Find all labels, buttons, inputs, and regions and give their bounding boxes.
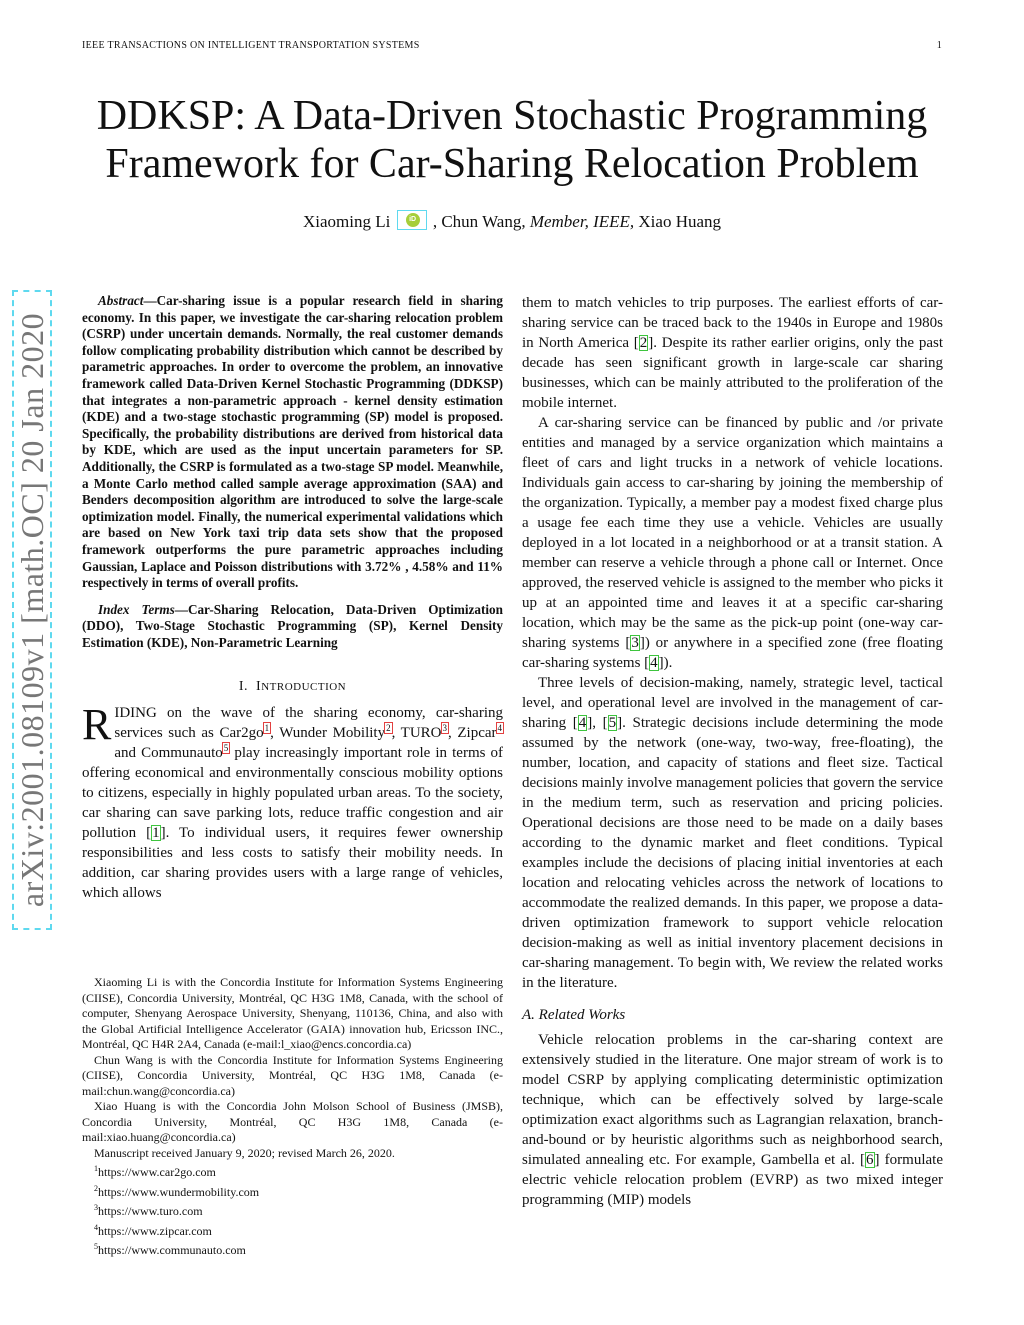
title-line-1: DDKSP: A Data-Driven Stochastic Programming: [96, 93, 928, 139]
citation-1[interactable]: 1: [152, 825, 160, 842]
section-title-initial: I: [256, 679, 262, 695]
url-link[interactable]: https://www.communauto.com: [98, 1243, 246, 1257]
url-link[interactable]: https://www.car2go.com: [98, 1165, 216, 1179]
intro-text-7: ]. To individual users, it requires fewer ownership responsibilities and less costs to satisfy their mobility needs. In addition, car sharing provides users with a large range of vehicles, which allows: [82, 825, 503, 902]
footnote-url-1: $^1$https://www.car2go.com: [94, 1164, 216, 1179]
citation-4[interactable]: 4: [650, 655, 658, 671]
intro-text-5: and Communauto: [114, 745, 223, 762]
intro-text-3: , TURO: [391, 725, 442, 742]
orcid-link[interactable]: [397, 210, 427, 230]
abstract-lead: Abstract: [98, 293, 144, 308]
citation-5[interactable]: 5: [608, 715, 617, 731]
footnote-url-3: $^3$https://www.turo.com: [94, 1203, 203, 1218]
intro-paragraph: [82, 700, 504, 903]
section-heading-introduction: [82, 679, 503, 695]
index-terms: [82, 602, 503, 652]
left-column: [82, 293, 503, 903]
paragraph-4: Vehicle relocation problems in the car-sharing context are extensively studied in the literature. One major stream of work is to model CSRP by applying complicating deterministic optimization technique, which can be effectively solved by large-scale optimization exact algorithms such as Lagrangian relaxation, branch-and-bound or by heuristic algorithms such as neighborhood search, simulated annealing etc. For example, Gambella et al. [6] formulate electric vehicle relocation problem (EVRP) as two mixed integer programming (MIP) models: [522, 1032, 943, 1208]
affiliation-author-2: Chun Wang is with the Concordia Institute for Information Systems Engineering (CIISE), Concordia University, Montréal, QC H3G 1M8, Canada (e-mail:chun.wang@concordia.ca): [82, 1052, 503, 1098]
author-1: Xiaoming Li: [302, 212, 391, 231]
index-terms-lead: Index Terms: [98, 601, 175, 617]
running-head: [82, 40, 942, 56]
paragraph-1: them to match vehicles to trip purposes. The earliest efforts of car-sharing service can be traced back to the 1940s in Europe and 1980s in North America [2]. Despite its rather earlier origins, only the past decade has seen significant growth in large-scale car sharing businesses, which can be mainly attributed to the proliferation of the mobile internet.: [522, 295, 943, 411]
footnote-ref-5[interactable]: 5: [223, 743, 229, 754]
footnote-ref-1[interactable]: 1: [264, 723, 270, 734]
footnotes: [82, 975, 503, 1259]
section-title-rest: NTRODUCTION: [261, 681, 347, 694]
title-line-2: Framework for Car-Sharing Relocation Problem: [105, 141, 919, 187]
orcid-icon: iD: [406, 213, 420, 227]
author-3: Xiao Huang: [638, 212, 722, 231]
intro-text-2: , Wunder Mobility: [270, 725, 386, 742]
intro-text-6: play increasingly important role in terms of offering economical and environmentally conscious mobility options to citizens, especially in highly populated urban areas. To the society, car sharing can save parking lots, reduce traffic congestion and air pollution [: [82, 745, 504, 842]
author-list: [60, 210, 964, 233]
index-terms-text: —Car-Sharing Relocation, Data-Driven Optimization (DDO), Two-Stage Stochastic Programming (SP), Kernel Density Estimation (KDE), Non-Parametric Learning: [82, 601, 503, 650]
footnote-url-4: $^4$https://www.zipcar.com: [94, 1222, 212, 1238]
citation-3[interactable]: 3: [631, 635, 639, 651]
intro-text-4: , Zipcar: [448, 725, 497, 742]
paragraph-2: A car-sharing service can be financed by public and /or private entities and managed by a service organization which maintains a fleet of cars and light trucks in a network of vehicle locations. Individuals gain access to car-sharing by joining the membership of the organization. Typically, a member pay a modest fixed charge plus a usage fee each time they use a vehicle. Vehicles are usually deployed in a lot located in a neighborhood or at a transit station. A member can reserve a vehicle through a phone call or Internet. Once approved, the reserved vehicle is assigned to the member who picks it up at an appointed time and leaves it at a specific car-sharing location, which may be the same as the pick-up point (one-way car-sharing systems [3]) or anywhere in a specified zone (free floating car-sharing systems [4]).: [522, 415, 943, 671]
footnote-url-5: $^5$https://www.communauto.com: [94, 1242, 246, 1257]
journal-name: IEEE TRANSACTIONS ON INTELLIGENT TRANSPORTATION SYSTEMS: [82, 40, 420, 51]
intro-text-1: IDING on the wave of the sharing economy, car-sharing services such as Car2go: [114, 705, 503, 742]
page-number: 1: [936, 40, 942, 51]
manuscript-received: Manuscript received January 9, 2020; revised March 26, 2020.: [94, 1145, 395, 1160]
affiliation-author-1: Xiaoming Li is with the Concordia Institute for Information Systems Engineering (CIISE), Concordia University, Montréal, QC H3G 1M8, Canada, with the school of computer, Shenyang Aerospace University, Shenyang, 110136, China, and also with the Global Artificial Intelligence Accelerator (GAIA) innovation hub, Ericsson INC., Montréal, QC H4R 2A4, Canada (e-mail:l_xiao@encs.concordia.ca): [82, 975, 503, 1051]
paragraph-3: Three levels of decision-making, namely, strategic level, tactical level, and operational level are involved in the management of car-sharing [4], [5]. Strategic decisions include determining the mode assumed by the network (one-way, two-way, free-floating), the number, location, and capacity of stations and fleet size. Tactical decisions mainly involve management policies that govern the service in the medium term, such as reservation and pricing policies. Operational decisions are those need to be made on a daily bases according to the dynamic market and fleet conditions. Typical examples include the decisions of placing initial inventories at each location and relocating vehicles across the network of locations to accommodate the realized demands. In this paper, we propose a data-driven optimization framework to support vehicle relocation decision-making as well as initial inventory placement decisions in car-sharing management. To begin with, We review the related works in the literature.: [522, 675, 943, 991]
author-2-membership: Member, IEEE,: [529, 212, 635, 231]
citation-2[interactable]: 2: [639, 335, 648, 351]
affiliation-author-3: Xiao Huang is with the Concordia John Molson School of Business (JMSB), Concordia University, Montréal, QC H3G 1M8, Canada (e-mail:xiao.huang@concordia.ca): [82, 1099, 503, 1144]
right-column: [522, 293, 943, 1210]
arxiv-identifier-link[interactable]: arXiv:2001.08109v1 [math.OC] 20 Jan 2020: [12, 290, 52, 930]
footnote-ref-3[interactable]: 3: [442, 723, 447, 734]
url-link[interactable]: https://www.wundermobility.com: [98, 1184, 260, 1199]
url-link[interactable]: https://www.zipcar.com: [98, 1223, 212, 1238]
footnote-ref-2[interactable]: 2: [386, 723, 391, 734]
url-link[interactable]: https://www.turo.com: [98, 1204, 203, 1218]
abstract-text: —Car-sharing issue is a popular research field in sharing economy. In this paper, we investigate the car-sharing relocation problem (CSRP) under uncertain demands. Normally, the real customer demands follow complicating probability distribution which cannot be described by parametric approaches. In order to overcome the problem, an innovative framework called Data-Driven Kernel Stochastic Programming (DDKSP) that integrates a non-parametric approach - kernel density estimation (KDE) and a two-stage stochastic programming (SP) model is proposed. Specifically, the probability distributions are derived from historical data by KDE, which are used as the input uncertain parameters for SP. Additionally, the CSRP is formulated as a two-stage SP model. Meanwhile, a Monte Carlo method called sample average approximation (SAA) and Benders decomposition algorithm are introduced to solve the large-scale optimization model. Finally, the numerical experimental validations which are based on New York taxi trip data sets show that the proposed framework outperforms the pure parametric approaches including Gaussian, Laplace and Poisson distributions with 3.72% , 4.58% and 11% respectively in terms of overall profits.: [82, 293, 503, 591]
drop-cap: R: [82, 700, 112, 750]
section-number: I.: [238, 679, 249, 695]
author-sep: , Chun Wang,: [432, 212, 526, 231]
abstract: [82, 293, 503, 592]
subsection-heading-related-works: A. Related Works: [522, 1007, 626, 1023]
citation-4b[interactable]: 4: [578, 715, 587, 731]
citation-6[interactable]: 6: [866, 1152, 874, 1168]
footnote-ref-4[interactable]: 4: [497, 723, 502, 734]
footnote-url-2: $^2$https://www.wundermobility.com: [94, 1183, 260, 1199]
paper-title: [60, 92, 964, 188]
